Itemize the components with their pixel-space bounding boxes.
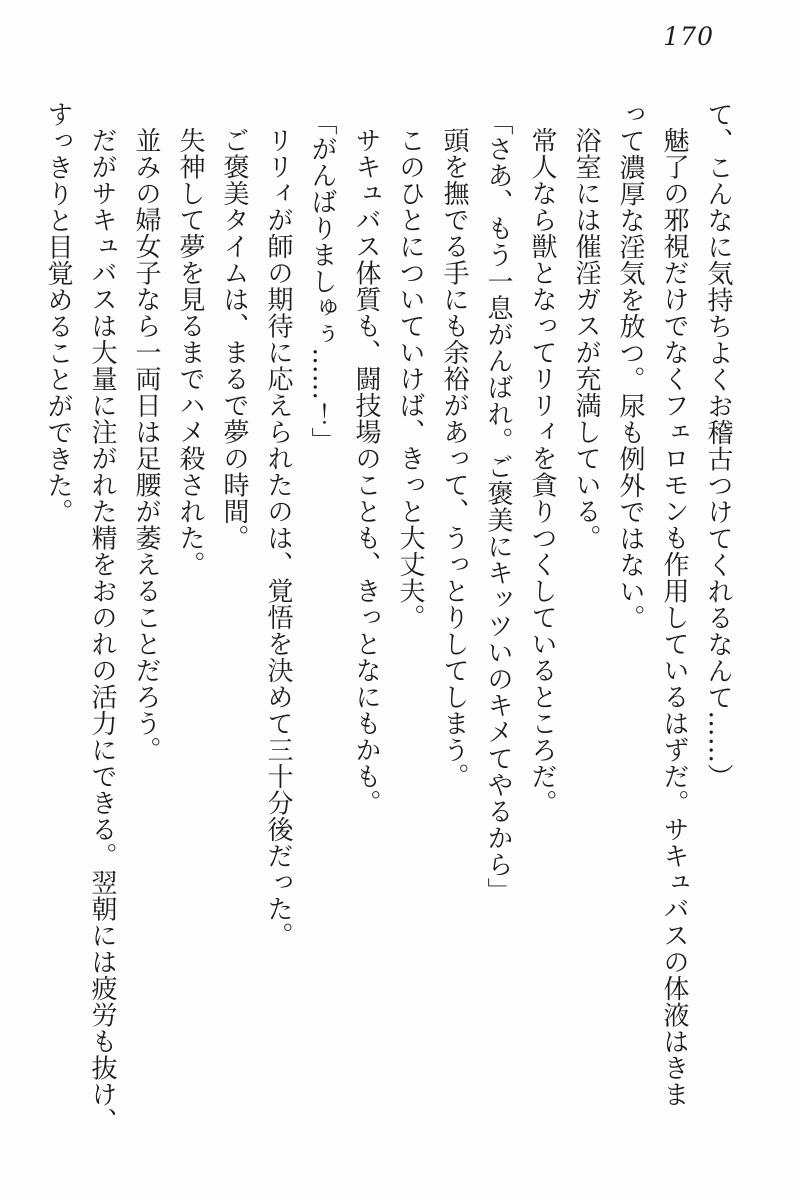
text-line: 頭を撫でる手にも余裕があって、うっとりしてしまう。 xyxy=(439,127,469,790)
page-number: 170 xyxy=(663,22,714,51)
text-line: ご褒美タイムは、まるで夢の時間。 xyxy=(219,127,249,551)
text-line: 並みの婦女子なら一両日は足腰が萎えることだろう。 xyxy=(131,127,161,763)
text-line: 失神して夢を見るまでハメ殺された。 xyxy=(175,127,205,578)
text-line: 魅了の邪視だけでなくフェロモンも作用しているはずだ。サキュバスの体液はきま xyxy=(659,127,689,1108)
text-line: すっきりと目覚めることができた。 xyxy=(43,101,73,525)
text-line: だがサキュバスは大量に注がれた精をおのれの活力にできる。翌朝には疲労も抜け、 xyxy=(87,127,117,1134)
text-line: 「さあ、もう一息がんばれ。ご褒美にキッツいのキメてやるから」 xyxy=(483,108,513,904)
text-line: って濃厚な淫気を放つ。尿も例外ではない。 xyxy=(615,101,645,631)
text-line: 「がんばりましゅぅ……！」 xyxy=(307,108,337,454)
text-block xyxy=(36,101,740,1141)
text-line: 常人なら獣となってリリィを貪りつくしているところだ。 xyxy=(527,127,557,816)
text-line: サキュバス体質も、闘技場のことも、きっとなにもかも。 xyxy=(351,127,381,816)
text-line: 浴室には催淫ガスが充満している。 xyxy=(571,127,601,551)
text-line: このひとについていけば、きっと大丈夫。 xyxy=(395,127,425,631)
text-line: て、こんなに気持ちよくお稽古つけてくれるなんて……） xyxy=(703,101,733,790)
text-line: リリィが師の期待に応えられたのは、覚悟を決めて三十分後だった。 xyxy=(263,127,293,949)
